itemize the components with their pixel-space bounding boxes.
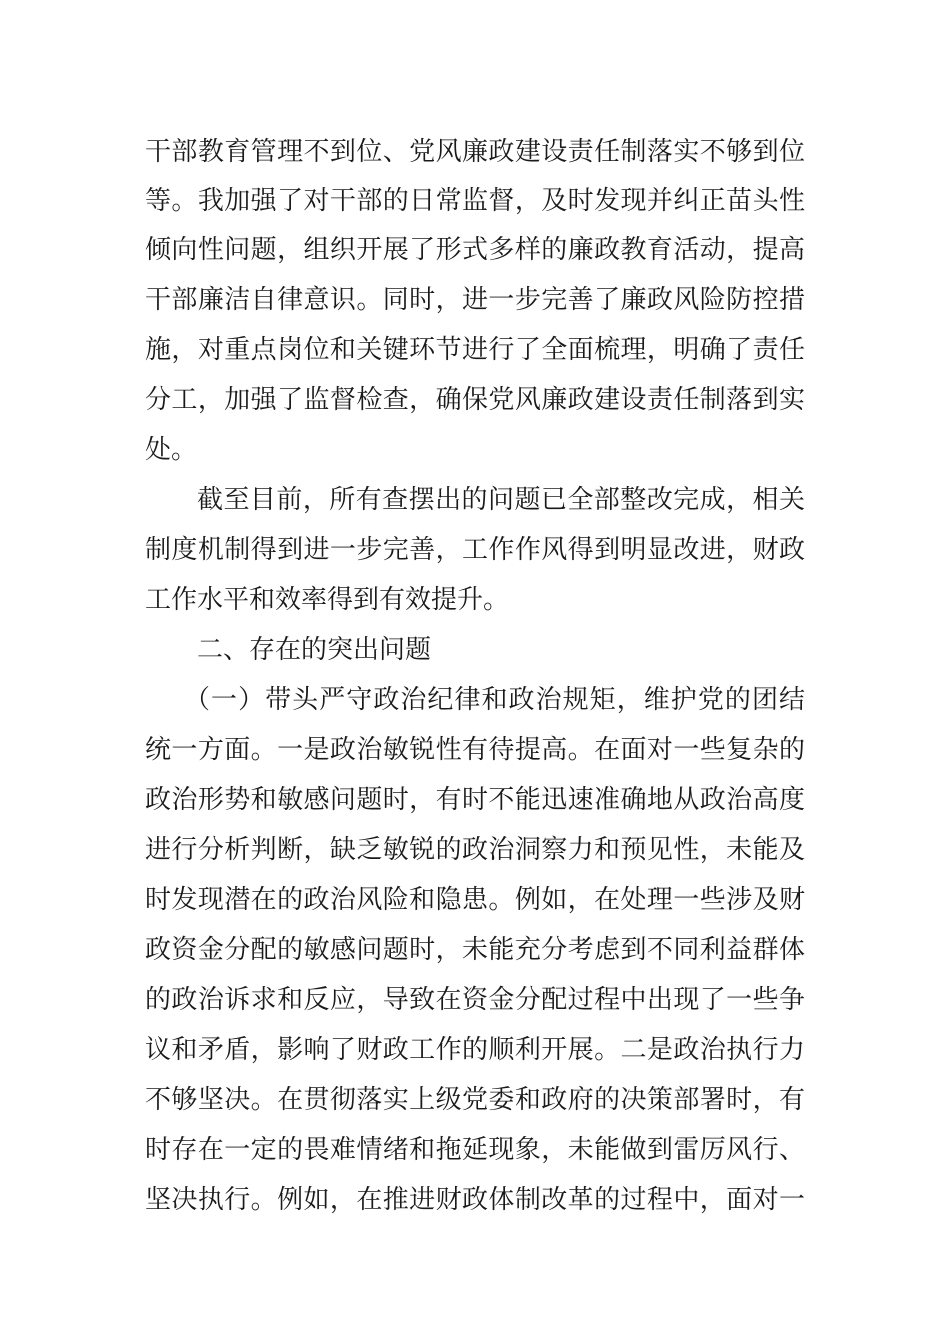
section-heading: 二、存在的突出问题 [197,635,432,665]
paragraph-line: 分工，加强了监督检查，确保党风廉政建设责任制落到实 [145,385,805,415]
paragraph-line: 施，对重点岗位和关键环节进行了全面梳理，明确了责任 [145,335,805,365]
paragraph-line: 制度机制得到进一步完善，工作作风得到明显改进，财政 [145,535,805,565]
paragraph-line: 不够坚决。在贯彻落实上级党委和政府的决策部署时，有 [145,1085,805,1115]
paragraph-line: 进行分析判断，缺乏敏锐的政治洞察力和预见性，未能及 [145,835,805,865]
paragraph-line: 议和矛盾，影响了财政工作的顺利开展。二是政治执行力 [145,1035,805,1065]
paragraph-line: 的政治诉求和反应，导致在资金分配过程中出现了一些争 [145,985,805,1015]
paragraph-line: 等。我加强了对干部的日常监督，及时发现并纠正苗头性 [145,186,805,216]
paragraph-line: 时发现潜在的政治风险和隐患。例如，在处理一些涉及财 [145,885,805,915]
paragraph-line: 处。 [145,435,198,465]
paragraph-line: 倾向性问题，组织开展了形式多样的廉政教育活动，提高 [145,235,805,265]
paragraph-line: 时存在一定的畏难情绪和拖延现象，未能做到雷厉风行、 [145,1135,805,1165]
paragraph-line: 截至目前，所有查摆出的问题已全部整改完成，相关 [197,485,805,515]
paragraph-line: 坚决执行。例如，在推进财政体制改革的过程中，面对一 [145,1185,805,1215]
paragraph-line: 干部廉洁自律意识。同时，进一步完善了廉政风险防控措 [145,285,805,315]
paragraph-line: 干部教育管理不到位、党风廉政建设责任制落实不够到位 [145,137,805,167]
paragraph-line: 政治形势和敏感问题时，有时不能迅速准确地从政治高度 [145,785,805,815]
paragraph-line: 政资金分配的敏感问题时，未能充分考虑到不同利益群体 [145,935,805,965]
paragraph-line: 统一方面。一是政治敏锐性有待提高。在面对一些复杂的 [145,735,805,765]
paragraph-line: 工作水平和效率得到有效提升。 [145,585,510,615]
paragraph-line: （一）带头严守政治纪律和政治规矩，维护党的团结 [184,685,805,715]
